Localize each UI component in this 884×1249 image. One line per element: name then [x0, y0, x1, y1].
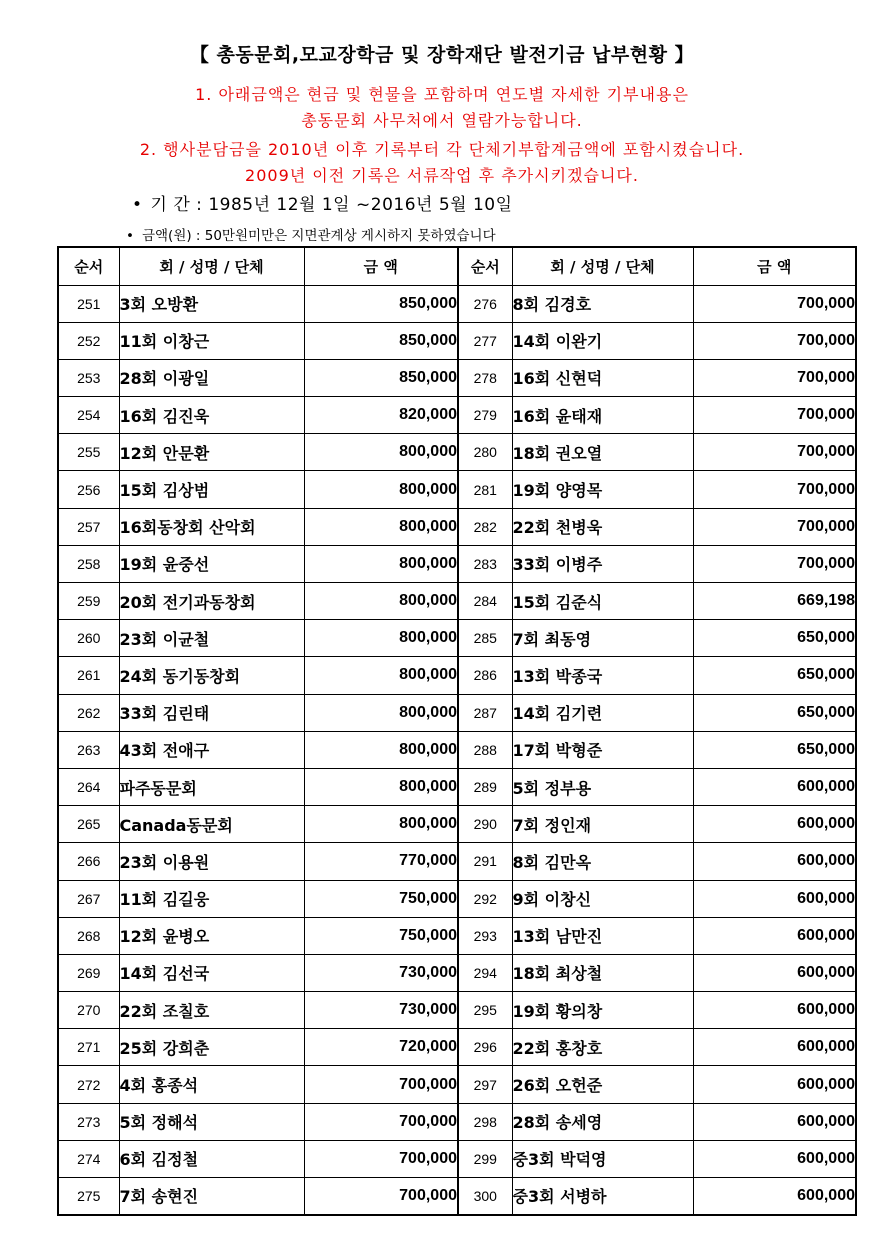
cell-amount-right: 650,000: [693, 620, 856, 657]
cell-name-right: 33회 이병주: [512, 545, 693, 582]
cell-name-right: 26회 오헌준: [512, 1066, 693, 1103]
cell-seq-right: 294: [458, 954, 512, 991]
cell-name-left: 파주동문회: [119, 768, 304, 805]
table-row: [58, 843, 856, 880]
cell-amount-left: 800,000: [304, 545, 458, 582]
cell-amount-left: 750,000: [304, 880, 458, 917]
cell-amount-right: 650,000: [693, 731, 856, 768]
cell-amount-left: 730,000: [304, 954, 458, 991]
cell-seq-left: 261: [58, 657, 119, 694]
table-row: [58, 471, 856, 508]
cell-amount-right: 700,000: [693, 545, 856, 582]
cell-amount-left: 800,000: [304, 434, 458, 471]
cell-amount-right: 650,000: [693, 657, 856, 694]
cell-amount-right: 700,000: [693, 322, 856, 359]
cell-seq-right: 300: [458, 1178, 512, 1215]
table-row: [58, 397, 856, 434]
cell-name-right: 18회 권오열: [512, 434, 693, 471]
cell-name-right: 16회 윤태재: [512, 397, 693, 434]
cell-name-left: 15회 김상범: [119, 471, 304, 508]
table-row: [58, 954, 856, 991]
cell-amount-right: 600,000: [693, 1103, 856, 1140]
cell-amount-right: 600,000: [693, 768, 856, 805]
cell-name-left: 25회 강희춘: [119, 1029, 304, 1066]
cell-seq-left: 271: [58, 1029, 119, 1066]
cell-seq-right: 288: [458, 731, 512, 768]
cell-seq-left: 273: [58, 1103, 119, 1140]
cell-seq-left: 252: [58, 322, 119, 359]
cell-seq-left: 265: [58, 806, 119, 843]
cell-seq-left: 258: [58, 545, 119, 582]
cell-name-right: 13회 박종국: [512, 657, 693, 694]
cell-name-left: 4회 홍종석: [119, 1066, 304, 1103]
header-seq-right: 순서: [458, 247, 512, 285]
cell-amount-right: 700,000: [693, 397, 856, 434]
cell-seq-right: 282: [458, 508, 512, 545]
cell-amount-right: 600,000: [693, 806, 856, 843]
cell-seq-right: 276: [458, 285, 512, 322]
table-row: [58, 620, 856, 657]
cell-name-left: 43회 전애구: [119, 731, 304, 768]
cell-amount-left: 800,000: [304, 694, 458, 731]
cell-name-left: 33회 김린태: [119, 694, 304, 731]
table-header-row: [58, 247, 856, 285]
table-row: [58, 583, 856, 620]
table-row: [58, 694, 856, 731]
cell-amount-right: 600,000: [693, 843, 856, 880]
table-row: [58, 545, 856, 582]
period-text: 기 간 : 1985년 12월 1일 ~2016년 5월 10일: [150, 195, 513, 215]
cell-seq-right: 298: [458, 1103, 512, 1140]
table-row: [58, 917, 856, 954]
cell-seq-left: 251: [58, 285, 119, 322]
period-line: [132, 190, 513, 215]
cell-name-right: 22회 천병욱: [512, 508, 693, 545]
table-row: [58, 657, 856, 694]
cell-seq-right: 281: [458, 471, 512, 508]
cell-name-left: 7회 송현진: [119, 1178, 304, 1215]
cell-amount-right: 600,000: [693, 1140, 856, 1177]
cell-seq-left: 255: [58, 434, 119, 471]
cell-seq-left: 266: [58, 843, 119, 880]
header-amount-right: 금 액: [693, 247, 856, 285]
cell-name-left: 3회 오방환: [119, 285, 304, 322]
cell-amount-left: 700,000: [304, 1103, 458, 1140]
cell-amount-left: 700,000: [304, 1178, 458, 1215]
cell-name-right: 14회 김기련: [512, 694, 693, 731]
cell-amount-left: 800,000: [304, 657, 458, 694]
cell-name-left: Canada동문회: [119, 806, 304, 843]
cell-amount-right: 669,198: [693, 583, 856, 620]
note-line-2: 총동문회 사무처에서 열람가능합니다.: [301, 111, 583, 130]
cell-seq-right: 283: [458, 545, 512, 582]
cell-seq-left: 270: [58, 992, 119, 1029]
cell-name-left: 22회 조칠호: [119, 992, 304, 1029]
page-title: 【 총동문회,모교장학금 및 장학재단 발전기금 납부현황 】: [189, 44, 695, 66]
cell-seq-left: 274: [58, 1140, 119, 1177]
table-row: [58, 1103, 856, 1140]
cell-amount-left: 800,000: [304, 620, 458, 657]
cell-name-right: 7회 정인재: [512, 806, 693, 843]
cell-name-left: 19회 윤중선: [119, 545, 304, 582]
cell-amount-left: 720,000: [304, 1029, 458, 1066]
header-seq-left: 순서: [58, 247, 119, 285]
cell-amount-right: 600,000: [693, 1066, 856, 1103]
bullet-icon: •: [132, 195, 143, 215]
note-line-4: 2009년 이전 기록은 서류작업 후 추가시키겠습니다.: [245, 166, 639, 185]
cell-name-right: 8회 김만옥: [512, 843, 693, 880]
cell-amount-left: 750,000: [304, 917, 458, 954]
cell-amount-left: 820,000: [304, 397, 458, 434]
cell-amount-right: 700,000: [693, 434, 856, 471]
cell-name-right: 중3회 박덕영: [512, 1140, 693, 1177]
cell-seq-right: 284: [458, 583, 512, 620]
table-row: [58, 1029, 856, 1066]
table-row: [58, 806, 856, 843]
cell-amount-left: 850,000: [304, 285, 458, 322]
cell-seq-right: 291: [458, 843, 512, 880]
cell-name-right: 22회 홍창호: [512, 1029, 693, 1066]
cell-amount-right: 600,000: [693, 917, 856, 954]
cell-name-right: 13회 남만진: [512, 917, 693, 954]
cell-seq-right: 295: [458, 992, 512, 1029]
cell-amount-left: 850,000: [304, 359, 458, 396]
cell-name-right: 14회 이완기: [512, 322, 693, 359]
cell-seq-left: 269: [58, 954, 119, 991]
cell-seq-right: 279: [458, 397, 512, 434]
table-row: [58, 359, 856, 396]
cell-seq-right: 297: [458, 1066, 512, 1103]
cell-seq-left: 259: [58, 583, 119, 620]
cell-name-right: 19회 황의창: [512, 992, 693, 1029]
cell-amount-left: 800,000: [304, 731, 458, 768]
cell-amount-right: 700,000: [693, 508, 856, 545]
table-row: [58, 285, 856, 322]
amount-note-line: [126, 224, 496, 244]
cell-amount-right: 650,000: [693, 694, 856, 731]
cell-name-left: 5회 정해석: [119, 1103, 304, 1140]
cell-name-left: 23회 이균철: [119, 620, 304, 657]
cell-name-right: 16회 신현덕: [512, 359, 693, 396]
table-row: [58, 508, 856, 545]
cell-amount-left: 800,000: [304, 508, 458, 545]
cell-seq-right: 293: [458, 917, 512, 954]
cell-name-left: 24회 동기동창회: [119, 657, 304, 694]
header-amount-left: 금 액: [304, 247, 458, 285]
cell-name-right: 19회 양영목: [512, 471, 693, 508]
cell-amount-right: 700,000: [693, 359, 856, 396]
cell-amount-right: 700,000: [693, 471, 856, 508]
cell-seq-right: 290: [458, 806, 512, 843]
cell-name-left: 14회 김선국: [119, 954, 304, 991]
cell-seq-right: 278: [458, 359, 512, 396]
amount-note-text: 금액(원) : 50만원미만은 지면관계상 게시하지 못하였습니다: [141, 228, 496, 244]
cell-name-right: 7회 최동영: [512, 620, 693, 657]
note-line-1: 1. 아래금액은 현금 및 현물을 포함하며 연도별 자세한 기부내용은: [195, 85, 689, 104]
cell-name-right: 5회 정부용: [512, 768, 693, 805]
cell-name-left: 11회 김길웅: [119, 880, 304, 917]
cell-amount-left: 730,000: [304, 992, 458, 1029]
table-row: [58, 992, 856, 1029]
cell-seq-left: 256: [58, 471, 119, 508]
note-line-3: 2. 행사분담금을 2010년 이후 기록부터 각 단체기부합계금액에 포함시켰습니다.: [139, 140, 745, 159]
cell-seq-left: 262: [58, 694, 119, 731]
cell-seq-right: 277: [458, 322, 512, 359]
cell-amount-right: 600,000: [693, 880, 856, 917]
cell-name-left: 6회 김정철: [119, 1140, 304, 1177]
cell-amount-left: 700,000: [304, 1066, 458, 1103]
cell-name-left: 28회 이광일: [119, 359, 304, 396]
cell-amount-left: 800,000: [304, 583, 458, 620]
cell-seq-right: 292: [458, 880, 512, 917]
cell-name-left: 16회 김진욱: [119, 397, 304, 434]
cell-seq-right: 299: [458, 1140, 512, 1177]
cell-name-left: 11회 이창근: [119, 322, 304, 359]
cell-amount-left: 800,000: [304, 768, 458, 805]
cell-seq-right: 285: [458, 620, 512, 657]
cell-seq-right: 280: [458, 434, 512, 471]
cell-seq-right: 296: [458, 1029, 512, 1066]
cell-amount-left: 700,000: [304, 1140, 458, 1177]
cell-seq-left: 257: [58, 508, 119, 545]
cell-amount-left: 850,000: [304, 322, 458, 359]
cell-name-left: 12회 윤병오: [119, 917, 304, 954]
table-row: [58, 1178, 856, 1215]
cell-name-left: 20회 전기과동창회: [119, 583, 304, 620]
cell-seq-left: 268: [58, 917, 119, 954]
cell-amount-right: 600,000: [693, 1029, 856, 1066]
cell-seq-left: 267: [58, 880, 119, 917]
cell-name-right: 8회 김경호: [512, 285, 693, 322]
cell-amount-left: 770,000: [304, 843, 458, 880]
cell-amount-right: 700,000: [693, 285, 856, 322]
cell-seq-left: 275: [58, 1178, 119, 1215]
donation-table: [57, 246, 857, 1216]
table-row: [58, 434, 856, 471]
table-row: [58, 768, 856, 805]
cell-name-left: 23회 이용원: [119, 843, 304, 880]
table-row: [58, 1140, 856, 1177]
cell-amount-right: 600,000: [693, 954, 856, 991]
table-row: [58, 880, 856, 917]
cell-name-right: 9회 이창신: [512, 880, 693, 917]
cell-amount-left: 800,000: [304, 806, 458, 843]
cell-seq-right: 286: [458, 657, 512, 694]
header-name-left: 회 / 성명 / 단체: [119, 247, 304, 285]
table-row: [58, 322, 856, 359]
table-row: [58, 731, 856, 768]
cell-seq-right: 289: [458, 768, 512, 805]
cell-seq-left: 254: [58, 397, 119, 434]
bullet-icon: •: [126, 228, 134, 244]
cell-name-left: 16회동창회 산악회: [119, 508, 304, 545]
cell-seq-right: 287: [458, 694, 512, 731]
cell-name-left: 12회 안문환: [119, 434, 304, 471]
cell-amount-left: 800,000: [304, 471, 458, 508]
cell-name-right: 18회 최상철: [512, 954, 693, 991]
table-row: [58, 1066, 856, 1103]
cell-name-right: 중3회 서병하: [512, 1178, 693, 1215]
cell-name-right: 15회 김준식: [512, 583, 693, 620]
cell-amount-right: 600,000: [693, 992, 856, 1029]
cell-name-right: 17회 박형준: [512, 731, 693, 768]
cell-seq-left: 264: [58, 768, 119, 805]
cell-name-right: 28회 송세영: [512, 1103, 693, 1140]
header-name-right: 회 / 성명 / 단체: [512, 247, 693, 285]
cell-seq-left: 253: [58, 359, 119, 396]
cell-seq-left: 272: [58, 1066, 119, 1103]
cell-amount-right: 600,000: [693, 1178, 856, 1215]
cell-seq-left: 260: [58, 620, 119, 657]
cell-seq-left: 263: [58, 731, 119, 768]
